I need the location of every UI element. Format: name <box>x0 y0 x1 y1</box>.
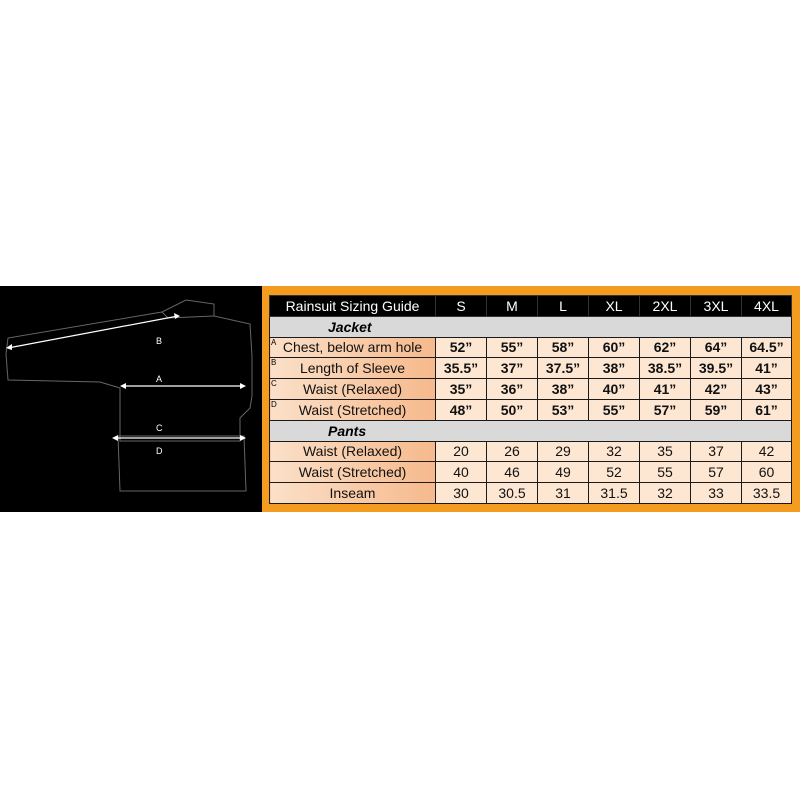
table-row <box>270 337 792 358</box>
table-cell: 55” <box>487 337 538 358</box>
measurement-label <box>270 441 436 462</box>
table-cell: 60 <box>742 462 792 483</box>
table-cell: 42” <box>691 379 742 400</box>
table-row <box>270 483 792 504</box>
table-cell: 36” <box>487 379 538 400</box>
size-header: 4XL <box>742 296 792 317</box>
measurement-label-text: Waist (Stretched) <box>298 464 407 481</box>
table-cell: 32 <box>589 441 640 462</box>
measurement-label-text: Chest, below arm hole <box>282 339 423 356</box>
diagram-marker: D <box>271 399 277 409</box>
diagram-marker: C <box>271 379 277 389</box>
table-cell: 52” <box>436 337 487 358</box>
marker-c-label: C <box>156 423 163 433</box>
table-cell: 30 <box>436 483 487 504</box>
section-row-pants <box>270 420 792 441</box>
table-cell: 59” <box>691 399 742 420</box>
table-cell: 20 <box>436 441 487 462</box>
table-cell: 35 <box>640 441 691 462</box>
jacket-diagram <box>0 286 262 512</box>
table-cell: 33.5 <box>742 483 792 504</box>
table-cell: 50” <box>487 399 538 420</box>
table-cell: 31 <box>538 483 589 504</box>
diagram-marker: B <box>271 358 277 368</box>
measurement-label-text: Waist (Stretched) <box>298 401 407 418</box>
table-cell: 41” <box>742 358 792 379</box>
table-cell: 64” <box>691 337 742 358</box>
sleeve-arrow <box>8 316 178 348</box>
marker-a-label: A <box>156 374 163 384</box>
table-cell: 30.5 <box>487 483 538 504</box>
table-cell: 37 <box>691 441 742 462</box>
table-cell: 38” <box>538 379 589 400</box>
pants-outline <box>118 436 246 491</box>
table-cell: 35.5” <box>436 358 487 379</box>
table-row <box>270 441 792 462</box>
measurement-label <box>270 337 436 358</box>
measurement-label-text: Length of Sleeve <box>299 360 406 377</box>
table-cell: 58” <box>538 337 589 358</box>
measurement-label <box>270 483 436 504</box>
table-cell: 40 <box>436 462 487 483</box>
table-cell: 55” <box>589 399 640 420</box>
table-cell: 57” <box>640 399 691 420</box>
measurement-label-text: Inseam <box>329 485 376 502</box>
table-cell: 53” <box>538 399 589 420</box>
table-cell: 52 <box>589 462 640 483</box>
measurement-label <box>270 462 436 483</box>
measurement-label-text: Waist (Relaxed) <box>302 443 403 460</box>
measurement-label <box>270 399 436 420</box>
table-cell: 40” <box>589 379 640 400</box>
section-heading: Pants <box>270 420 792 441</box>
table-cell: 55 <box>640 462 691 483</box>
section-heading: Jacket <box>270 316 792 337</box>
size-header: 3XL <box>691 296 742 317</box>
table-row <box>270 462 792 483</box>
table-cell: 43” <box>742 379 792 400</box>
size-header: XL <box>589 296 640 317</box>
table-cell: 46 <box>487 462 538 483</box>
table-cell: 31.5 <box>589 483 640 504</box>
size-header: S <box>436 296 487 317</box>
table-cell: 60” <box>589 337 640 358</box>
section-row-jacket <box>270 316 792 337</box>
measurement-label-text: Waist (Relaxed) <box>302 381 403 398</box>
marker-b-label: B <box>156 336 163 346</box>
table-row <box>270 399 792 420</box>
jacket-outline <box>6 300 252 441</box>
header-row <box>270 296 792 317</box>
table-cell: 33 <box>691 483 742 504</box>
table-cell: 64.5” <box>742 337 792 358</box>
table-cell: 42 <box>742 441 792 462</box>
table-cell: 29 <box>538 441 589 462</box>
table-cell: 38.5” <box>640 358 691 379</box>
table-cell: 57 <box>691 462 742 483</box>
table-cell: 32 <box>640 483 691 504</box>
table-cell: 62” <box>640 337 691 358</box>
measurement-label <box>270 358 436 379</box>
table-row <box>270 358 792 379</box>
sizing-chart-frame <box>262 286 800 512</box>
table-cell: 35” <box>436 379 487 400</box>
diagram-marker: A <box>271 337 277 347</box>
table-cell: 37” <box>487 358 538 379</box>
measurement-label <box>270 379 436 400</box>
table-cell: 26 <box>487 441 538 462</box>
table-cell: 37.5” <box>538 358 589 379</box>
table-row <box>270 379 792 400</box>
marker-d-label: D <box>156 446 163 456</box>
table-cell: 38” <box>589 358 640 379</box>
table-cell: 48” <box>436 399 487 420</box>
table-cell: 41” <box>640 379 691 400</box>
size-header: M <box>487 296 538 317</box>
size-header: L <box>538 296 589 317</box>
table-title: Rainsuit Sizing Guide <box>270 296 436 317</box>
size-header: 2XL <box>640 296 691 317</box>
sizing-table <box>269 295 792 504</box>
table-cell: 39.5” <box>691 358 742 379</box>
table-cell: 61” <box>742 399 792 420</box>
table-cell: 49 <box>538 462 589 483</box>
